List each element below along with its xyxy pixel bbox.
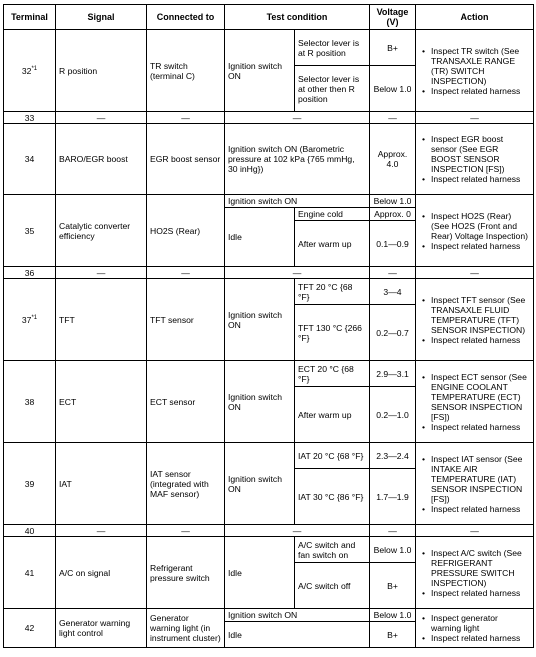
signal-cell: A/C on signal [56,537,147,609]
table-row-38 [4,361,534,387]
table-row-42 [4,609,534,622]
sub-condition-cell: IAT 20 °C {68 °F} [295,443,370,469]
action-item: • Inspect related harness [431,633,530,643]
table-row-33 [4,112,534,124]
voltage-cell: 0.2—1.0 [370,387,416,443]
action-cell [416,609,534,648]
voltage-cell: 3—4 [370,279,416,305]
table-row-40 [4,525,534,537]
footnote-mark: *1 [31,314,38,321]
header-terminal: Terminal [4,5,56,30]
action-item: • Inspect generator warning light [431,613,530,633]
voltage-cell: B+ [370,622,416,648]
action-cell [416,279,534,361]
terminal-number: 34 [4,124,56,195]
condition-cell: Idle [225,208,295,267]
action-list [419,46,530,96]
connected-to-cell: HO2S (Rear) [147,195,225,267]
dash-cell: — [416,267,534,279]
dash-cell: — [147,112,225,124]
dash-cell: — [225,112,370,124]
sub-condition-cell: A/C switch off [295,563,370,609]
voltage-cell: Below 1.0 [370,66,416,112]
sub-condition-cell: Selector lever is at other then R position [295,66,370,112]
header-action: Action [416,5,534,30]
voltage-cell: Below 1.0 [370,609,416,622]
sub-condition-cell: TFT 20 °C {68 °F} [295,279,370,305]
action-item: • Inspect related harness [431,504,530,514]
action-item: • Inspect related harness [431,86,530,96]
action-item: • Inspect TR switch (See TRANSAXLE RANGE (TR) SWITCH INSPECTION) [431,46,530,86]
sub-condition-cell: A/C switch and fan switch on [295,537,370,563]
action-item: • Inspect related harness [431,588,530,598]
action-item: • Inspect IAT sensor (See INTAKE AIR TEMPERATURE (IAT) SENSOR INSPECTION [FS]) [431,454,530,504]
dash-cell: — [56,267,147,279]
table-row-37 [4,279,534,305]
signal-cell: TFT [56,279,147,361]
table-row-36 [4,267,534,279]
action-list [419,548,530,598]
action-list [419,372,530,432]
action-cell [416,124,534,195]
terminal-number: 40 [4,525,56,537]
action-item: • Inspect TFT sensor (See TRANSAXLE FLUID TEMPERATURE (TFT) SENSOR INSPECTION) [431,295,530,335]
signal-cell: BARO/EGR boost [56,124,147,195]
terminal-number: 42 [4,609,56,648]
action-item: • Inspect HO2S (Rear) (See HO2S (Front and Rear) Voltage Inspection) [431,211,530,241]
connected-to-cell: TR switch (terminal C) [147,30,225,112]
action-cell [416,195,534,267]
action-item: • Inspect EGR boost sensor (See EGR BOOST SENSOR INSPECTION [FS]) [431,134,530,174]
terminal-voltage-table [3,4,534,648]
dash-cell: — [225,525,370,537]
action-item: • Inspect related harness [431,174,530,184]
table-row-39 [4,443,534,469]
condition-cell: Idle [225,537,295,609]
condition-cell: Ignition switch ON [225,195,370,208]
terminal-number: 36 [4,267,56,279]
terminal-number: 32 [21,65,32,76]
condition-cell: Ignition switch ON [225,443,295,525]
voltage-cell: 2.3—2.4 [370,443,416,469]
header-connected-to: Connected to [147,5,225,30]
condition-cell: Ignition switch ON [225,609,370,622]
sub-condition-cell: After warm up [295,221,370,267]
connected-to-cell: ECT sensor [147,361,225,443]
connected-to-cell: EGR boost sensor [147,124,225,195]
voltage-cell: 2.9—3.1 [370,361,416,387]
terminal-number: 37 [21,314,32,325]
action-list [419,211,530,251]
connected-to-cell: TFT sensor [147,279,225,361]
header-voltage: Voltage (V) [370,5,416,30]
dash-cell: — [416,525,534,537]
dash-cell: — [370,267,416,279]
action-list [419,613,530,643]
header-test-condition: Test condition [225,5,370,30]
voltage-cell: 1.7—1.9 [370,469,416,525]
dash-cell: — [147,525,225,537]
action-item: • Inspect A/C switch (See REFRIGERANT PRESSURE SWITCH INSPECTION) [431,548,530,588]
condition-cell: Idle [225,622,370,648]
dash-cell: — [56,525,147,537]
action-list [419,454,530,514]
table-row-35 [4,195,534,208]
sub-condition-cell: Engine cold [295,208,370,221]
table-row-34 [4,124,534,195]
condition-cell: Ignition switch ON [225,361,295,443]
signal-cell: ECT [56,361,147,443]
dash-cell: — [147,267,225,279]
signal-cell: Generator warning light control [56,609,147,648]
connected-to-cell: IAT sensor (integrated with MAF sensor) [147,443,225,525]
dash-cell: — [370,112,416,124]
terminal-number: 33 [4,112,56,124]
voltage-cell: B+ [370,30,416,66]
connected-to-cell: Generator warning light (in instrument cluster) [147,609,225,648]
terminal-number: 39 [4,443,56,525]
terminal-cell [4,30,56,112]
action-cell [416,443,534,525]
voltage-cell: Below 1.0 [370,195,416,208]
sub-condition-cell: Selector lever is at R position [295,30,370,66]
signal-cell: IAT [56,443,147,525]
table-row-41 [4,537,534,563]
voltage-cell: B+ [370,563,416,609]
dash-cell: — [416,112,534,124]
action-item: • Inspect related harness [431,241,530,251]
table-row-32 [4,30,534,66]
voltage-cell: 0.2—0.7 [370,305,416,361]
condition-cell: Ignition switch ON (Barometric pressure at 102 kPa {765 mmHg, 30 inHg}) [225,124,370,195]
voltage-cell: Below 1.0 [370,537,416,563]
sub-condition-cell: TFT 130 °C {266 °F} [295,305,370,361]
action-item: • Inspect ECT sensor (See ENGINE COOLANT TEMPERATURE (ECT) SENSOR INSPECTION [FS]) [431,372,530,422]
action-list [419,134,530,184]
header-row [4,5,534,30]
header-signal: Signal [56,5,147,30]
voltage-cell: Approx. 0 [370,208,416,221]
action-cell [416,30,534,112]
voltage-cell: Approx. 4.0 [370,124,416,195]
connected-to-cell: Refrigerant pressure switch [147,537,225,609]
action-item: • Inspect related harness [431,335,530,345]
action-item: • Inspect related harness [431,422,530,432]
footnote-mark: *1 [31,65,38,72]
terminal-cell [4,279,56,361]
condition-cell: Ignition switch ON [225,279,295,361]
terminal-number: 41 [4,537,56,609]
signal-cell: R position [56,30,147,112]
dash-cell: — [56,112,147,124]
action-cell [416,361,534,443]
terminal-number: 38 [4,361,56,443]
sub-condition-cell: IAT 30 °C {86 °F} [295,469,370,525]
condition-cell: Ignition switch ON [225,30,295,112]
sub-condition-cell: After warm up [295,387,370,443]
signal-cell: Catalytic converter efficiency [56,195,147,267]
sub-condition-cell: ECT 20 °C {68 °F} [295,361,370,387]
voltage-cell: 0.1—0.9 [370,221,416,267]
action-list [419,295,530,345]
dash-cell: — [370,525,416,537]
action-cell [416,537,534,609]
terminal-number: 35 [4,195,56,267]
dash-cell: — [225,267,370,279]
